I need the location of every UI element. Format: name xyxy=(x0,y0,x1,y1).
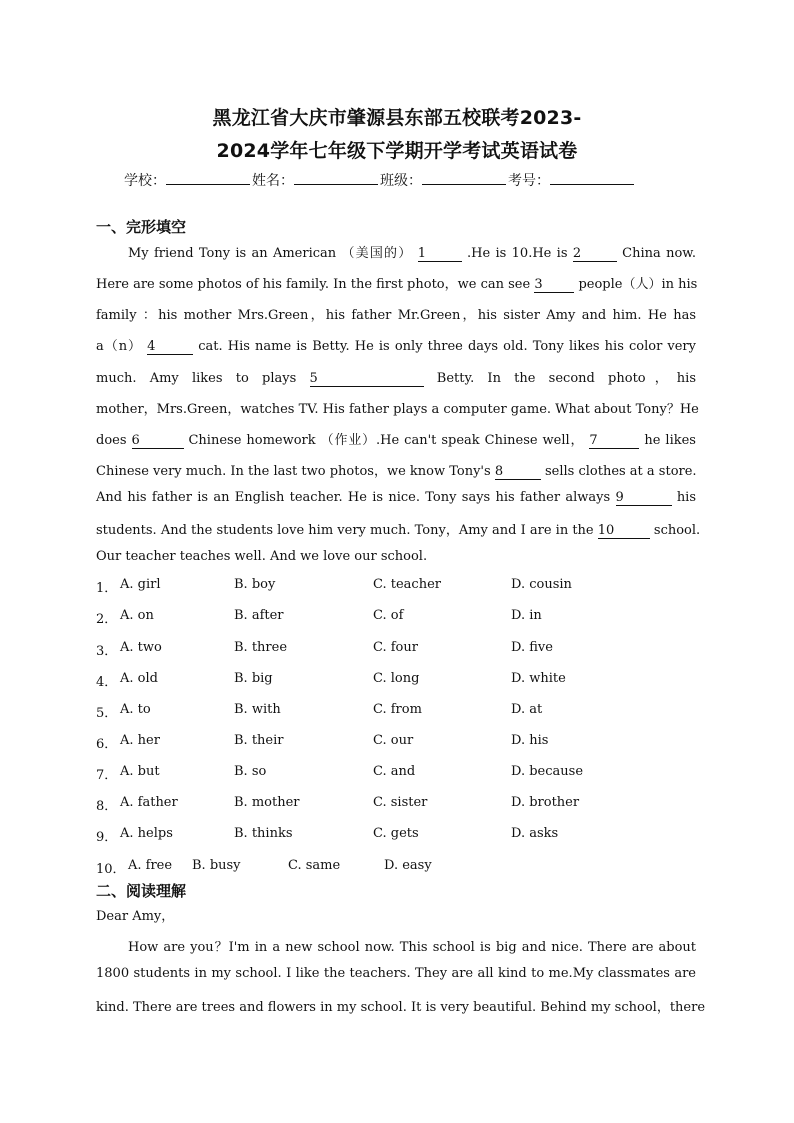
passage-line: And his father is an English teacher. He is nice. Tony says his father always 9 his xyxy=(96,490,697,505)
reading-line: How are you？I'm in a new school now. This school is big and nice. There are about xyxy=(128,940,696,955)
option-a[interactable]: A. father xyxy=(120,795,178,810)
question-number: 9． xyxy=(96,830,118,845)
option-d[interactable]: D. white xyxy=(511,671,566,686)
blank-7: 7 xyxy=(589,434,639,449)
reading-line: kind. There are trees and flowers in my school. It is very beautiful. Behind my school，there xyxy=(96,1000,706,1015)
option-a[interactable]: A. on xyxy=(120,608,154,623)
class-label: 班级： xyxy=(380,173,422,189)
blank-2: 2 xyxy=(573,247,617,262)
option-b[interactable]: B. their xyxy=(234,733,284,748)
option-a[interactable]: A. old xyxy=(120,671,158,686)
letter-greeting: Dear Amy， xyxy=(96,909,175,924)
student-info-row xyxy=(124,170,636,190)
exam-title-line-1: 黑龙江省大庆市肇源县东部五校联考2023- xyxy=(212,107,582,129)
question-number: 4． xyxy=(96,675,118,690)
blank-4: 4 xyxy=(147,340,193,355)
option-b[interactable]: B. mother xyxy=(234,795,300,810)
number-label: 考号： xyxy=(508,173,550,189)
option-b[interactable]: B. with xyxy=(234,702,281,717)
option-c[interactable]: C. of xyxy=(373,608,404,623)
passage-line: does 6 Chinese homework （作业）.He can't speak Chinese well， 7 he likes xyxy=(96,433,696,448)
option-a[interactable]: A. her xyxy=(120,733,160,748)
passage-line: Our teacher teaches well. And we love our school. xyxy=(96,549,428,564)
passage-line: Chinese very much. In the last two photos，we know Tony's 8 sells clothes at a store. xyxy=(96,464,697,479)
passage-line: students. And the students love him very much. Tony，Amy and I are in the 10 school. xyxy=(96,523,701,538)
option-a[interactable]: A. to xyxy=(120,702,151,717)
option-b[interactable]: B. boy xyxy=(234,577,276,592)
number-blank xyxy=(550,172,634,185)
option-d[interactable]: D. cousin xyxy=(511,577,572,592)
option-d[interactable]: D. in xyxy=(511,608,542,623)
option-c[interactable]: C. from xyxy=(373,702,422,717)
question-number: 1． xyxy=(96,581,118,596)
option-a[interactable]: A. free xyxy=(128,858,173,873)
option-c[interactable]: C. our xyxy=(373,733,414,748)
passage-line: family ：his mother Mrs.Green，his father Mr.Green，his sister Amy and him. He has xyxy=(96,308,696,323)
option-d[interactable]: D. asks xyxy=(511,826,559,841)
school-label: 学校： xyxy=(124,173,166,189)
option-c[interactable]: C. gets xyxy=(373,826,419,841)
option-b[interactable]: B. busy xyxy=(192,858,241,873)
option-d[interactable]: D. easy xyxy=(384,858,432,873)
option-b[interactable]: B. thinks xyxy=(234,826,293,841)
option-c[interactable]: C. sister xyxy=(373,795,428,810)
passage-line: My friend Tony is an American （美国的） 1 .He is 10.He is 2 China now. xyxy=(128,246,697,261)
option-c[interactable]: C. four xyxy=(373,640,418,655)
blank-9: 9 xyxy=(616,491,672,506)
option-c[interactable]: C. and xyxy=(373,764,416,779)
option-a[interactable]: A. two xyxy=(120,640,162,655)
question-number: 3． xyxy=(96,644,118,659)
question-number: 8． xyxy=(96,799,118,814)
exam-title-line-2: 2024学年七年级下学期开学考试英语试卷 xyxy=(216,140,578,162)
passage-line: mother，Mrs.Green，watches TV. His father plays a computer game. What about Tony？He xyxy=(96,402,699,417)
passage-line: much. Amy likes to plays 5 Betty. In the second photo，his xyxy=(96,371,697,386)
blank-3: 3 xyxy=(534,278,574,293)
question-number: 5． xyxy=(96,706,118,721)
question-number: 2． xyxy=(96,612,118,627)
option-b[interactable]: B. after xyxy=(234,608,284,623)
question-number: 6． xyxy=(96,737,118,752)
passage-line: Here are some photos of his family. In the first photo，we can see 3 people（人）in his xyxy=(96,277,698,292)
option-c[interactable]: C. teacher xyxy=(373,577,441,592)
option-a[interactable]: A. helps xyxy=(120,826,173,841)
option-b[interactable]: B. three xyxy=(234,640,288,655)
passage-line: a（n） 4 cat. His name is Betty. He is only three days old. Tony likes his color very xyxy=(96,339,696,354)
blank-8: 8 xyxy=(495,465,541,480)
section-heading-cloze: 一、完形填空 xyxy=(96,218,187,236)
option-b[interactable]: B. big xyxy=(234,671,273,686)
blank-1: 1 xyxy=(418,247,462,262)
option-c[interactable]: C. long xyxy=(373,671,420,686)
blank-5: 5 xyxy=(310,372,424,387)
option-b[interactable]: B. so xyxy=(234,764,267,779)
option-d[interactable]: D. because xyxy=(511,764,584,779)
section-heading-reading: 二、阅读理解 xyxy=(96,882,187,900)
name-blank xyxy=(294,172,378,185)
name-label: 姓名： xyxy=(252,173,294,189)
class-blank xyxy=(422,172,506,185)
school-blank xyxy=(166,172,250,185)
option-d[interactable]: D. five xyxy=(511,640,553,655)
reading-line: 1800 students in my school. I like the teachers. They are all kind to me.My classmates are xyxy=(96,966,696,981)
option-c[interactable]: C. same xyxy=(288,858,341,873)
option-a[interactable]: A. girl xyxy=(120,577,161,592)
option-d[interactable]: D. his xyxy=(511,733,549,748)
question-number: 10． xyxy=(96,862,126,877)
question-number: 7． xyxy=(96,768,118,783)
option-d[interactable]: D. brother xyxy=(511,795,580,810)
blank-10: 10 xyxy=(598,524,650,539)
blank-6: 6 xyxy=(132,434,184,449)
option-a[interactable]: A. but xyxy=(120,764,160,779)
option-d[interactable]: D. at xyxy=(511,702,543,717)
